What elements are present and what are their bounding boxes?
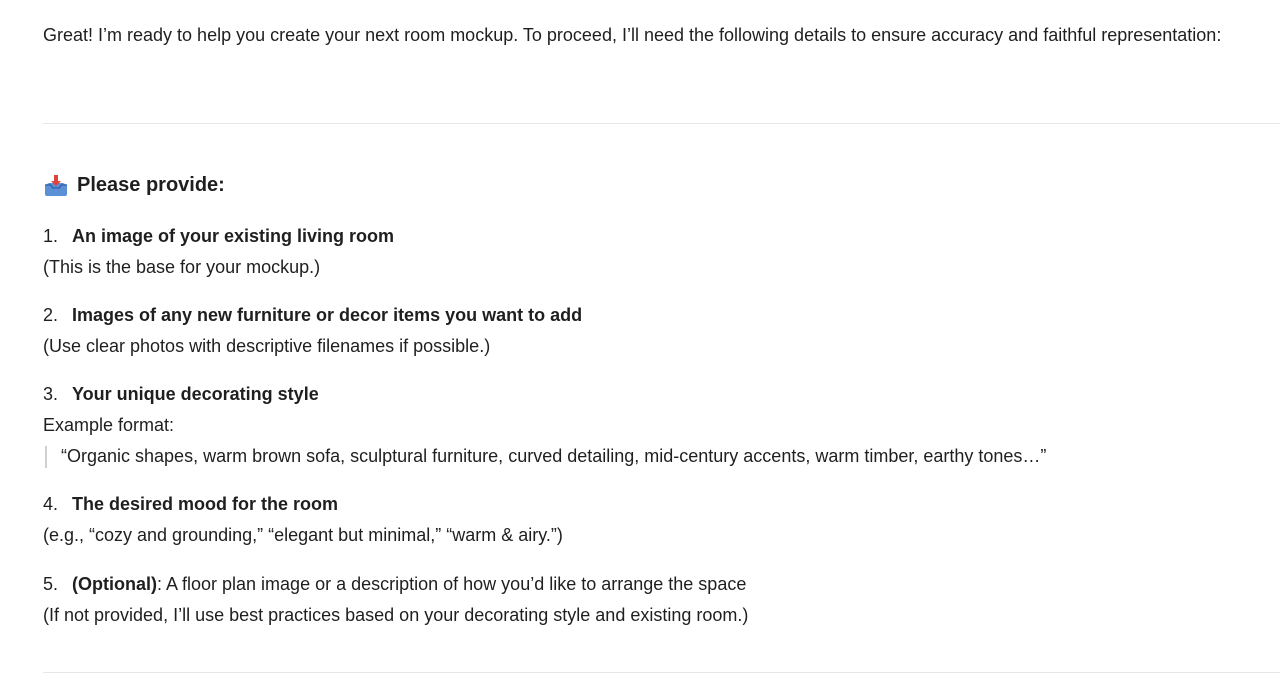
list-item-title: Your unique decorating style	[72, 384, 319, 404]
list-item	[43, 489, 1253, 551]
list-item-note: Example format:	[43, 415, 175, 435]
list-item	[43, 300, 1253, 362]
list-item	[43, 569, 1253, 631]
list-item-note: (e.g., “cozy and grounding,” “elegant but minimal,” “warm & airy.”)	[43, 525, 563, 545]
section-heading	[43, 170, 225, 200]
section-heading-label: Please provide:	[77, 174, 225, 196]
list-item-note: (This is the base for your mockup.)	[43, 257, 321, 277]
list-item	[43, 379, 1253, 472]
divider	[43, 123, 1280, 124]
blockquote-bar	[45, 446, 47, 468]
list-item	[43, 221, 1253, 283]
list-item-title-suffix: : A floor plan image or a description of how you’d like to arrange the space	[156, 574, 747, 594]
list-item-title: (Optional)	[72, 574, 157, 594]
list-item-note: (Use clear photos with descriptive filenames if possible.)	[43, 336, 491, 356]
blockquote	[43, 441, 1253, 472]
list-item-number: 3.	[43, 384, 59, 404]
list-item-title: The desired mood for the room	[72, 494, 339, 514]
inbox-tray-icon	[43, 173, 69, 197]
intro-text: Great! I’m ready to help you create your next room mockup. To proceed, I’ll need the following details to ensure accuracy and faithful representation:	[43, 25, 1222, 45]
list-item-number: 2.	[43, 305, 59, 325]
list-item-number: 4.	[43, 494, 59, 514]
list-item-number: 5.	[43, 574, 59, 594]
list-item-note: (If not provided, I’ll use best practices based on your decorating style and existing room.)	[43, 605, 749, 625]
blockquote-text: “Organic shapes, warm brown sofa, sculptural furniture, curved detailing, mid-century accents, warm timber, earthy tones…”	[61, 446, 1047, 466]
list-item-title: Images of any new furniture or decor items you want to add	[72, 305, 583, 325]
divider	[43, 672, 1280, 673]
list-item-title: An image of your existing living room	[72, 226, 395, 246]
list-item-number: 1.	[43, 226, 59, 246]
